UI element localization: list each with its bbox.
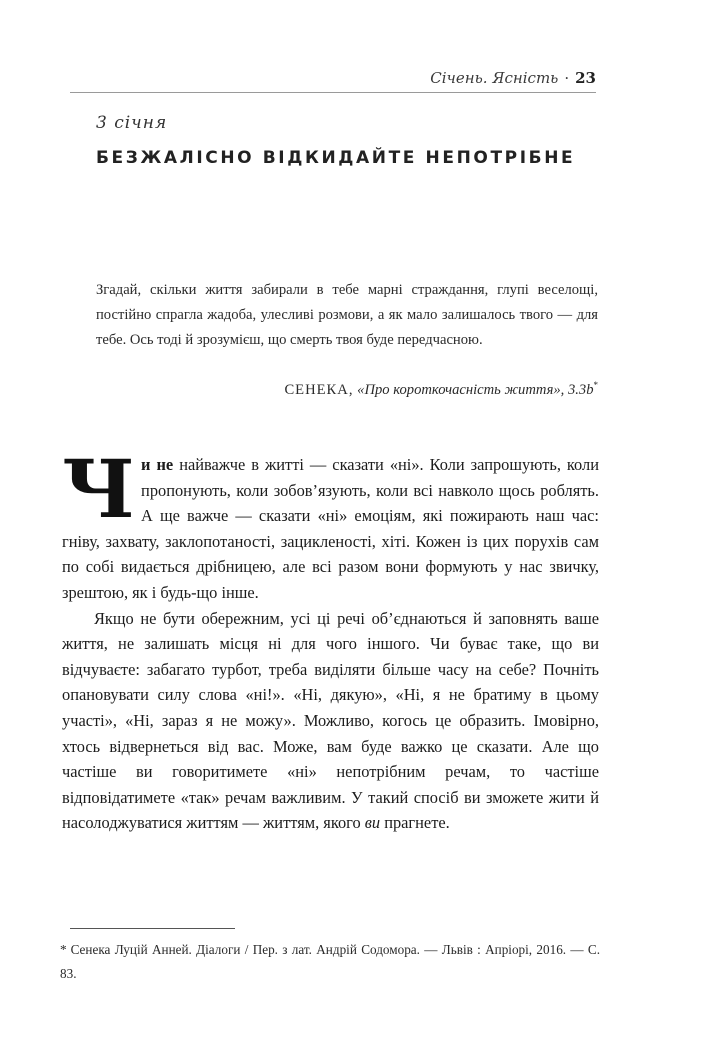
body-paragraph-1 [62, 442, 599, 606]
entry-date: 3 січня [96, 113, 168, 133]
lead-in-bold: и не [141, 455, 174, 474]
footnote-reference: * [593, 380, 598, 390]
drop-cap: Ч [62, 442, 136, 536]
footnote-divider [70, 928, 235, 929]
paragraph-2-text: Якщо не бути обережним, усі ці речі об’єднаються й заповнять ваше життя, не залишать місця ні для чого іншого. Чи буває таке, що ви відчуваєте: забагато турбот, треба виділяти більше часу на себе? Почніть опановувати силу слова «ні!». «Ні, дякую», «Ні, я не братиму в цьому участі», «Ні, зараз я не можу». Можливо, когось це образить. Імовірно, хтось відвернеться від вас. Може, вам буде важко це сказати. Але що частіше ви говоритимете «ні» непотрібним речам, то частіше відповідатимете «так» речам важливим. У такий спосіб ви зможете жити й насолоджуватися життям — життям, якого [62, 608, 599, 833]
paragraph-2-ending: прагнете. [380, 813, 450, 833]
entry-title: БЕЗЖАЛІСНО ВІДКИДАЙТЕ НЕПОТРІБНЕ [96, 148, 576, 168]
footnote-text: Сенека Луцій Анней. Діалоги / Пер. з лат. Андрій Содомора. — Львів : Апріорі, 2016. — С. 83. [60, 942, 600, 981]
body-paragraph-2 [62, 606, 599, 836]
paragraph-1-text: найважче в житті — сказати «ні». Коли запрошують, коли пропонують, коли зобов’язують, коли всі навколо щось роблять. А ще важче — сказати «ні» емоціям, які пожирають наш час: гніву, захвату, заклопотаності, зацикленості, хіті. Кожен із цих порухів сам по собі видається дрібницею, але всі разом вони формують у нас звичку, зрештою, як і будь-що інше. [62, 455, 599, 602]
emphasis-text: ви [364, 813, 381, 833]
page-number: 23 [575, 69, 596, 87]
epigraph-attribution [284, 380, 598, 399]
running-head-separator: · [564, 69, 570, 87]
footnote [60, 938, 600, 986]
running-head-section: Січень. Ясність [430, 69, 559, 87]
footnote-marker: * [60, 942, 67, 957]
epigraph-text: Згадай, скільки життя забирали в тебе марні страждання, глупі веселощі, постійно спрагла жадоба, улесливі розмови, а як мало залишалось твого — для тебе. Ось тоді й зрозумієш, що смерть твоя буде передчасною. [96, 282, 598, 348]
epigraph-quote [96, 278, 598, 353]
body-text [62, 442, 599, 836]
epigraph-author: СЕНЕКА, [284, 381, 354, 398]
epigraph-work: «Про короткочасність життя», 3.3b [357, 381, 594, 398]
running-head [70, 68, 596, 93]
